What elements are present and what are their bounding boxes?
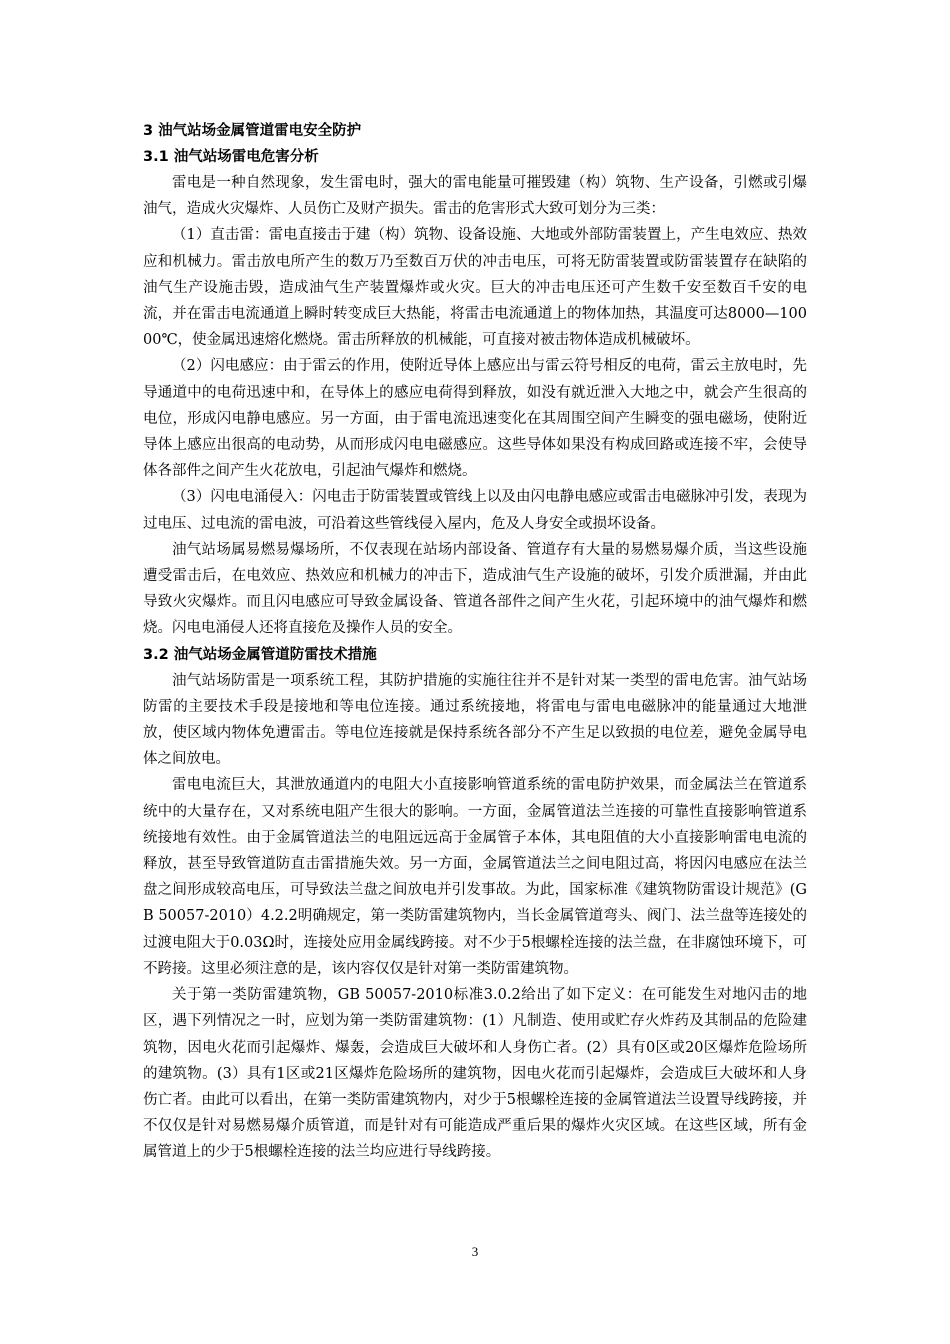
paragraph: 油气站场防雷是一项系统工程，其防护措施的实施往往并不是针对某一类型的雷电危害。油气站场防雷的主要技术手段是接地和等电位连接。通过系统接地，将雷电与雷电电磁脉冲的能量通过大地泄放，使区域内物体免遭雷击。等电位连接就是保持系统各部分不产生足以致损的电位差，避免金属导电体之间放电。 <box>143 672 807 768</box>
paragraph: 关于第一类防雷建筑物，GB 50057-2010标准3.0.2给出了如下定义：在可能发生对地闪击的地区，遇下列情况之一时，应划为第一类防雷建筑物：(1）凡制造、使用或贮存火炸药及其制品的危险建筑物，因电火花而引起爆炸、爆轰，会造成巨大破坏和人身伤亡者。(2）具有0区或20区爆炸危险场所的建筑物。(3）具有1区或21区爆炸危险场所的建筑物，因电火花而引起爆炸，会造成巨大破坏和人身伤亡者。由此可以看出，在第一类防雷建筑物内，对少于5根螺栓连接的金属管道法兰设置导线跨接，并不仅仅是针对易燃易爆介质管道，而是针对有可能造成严重后果的爆炸火灾区域。在这些区域，所有金属管道上的少于5根螺栓连接的法兰均应进行导线跨接。 <box>143 987 807 1161</box>
paragraph: 油气站场属易燃易爆场所，不仅表现在站场内部设备、管道存有大量的易燃易爆介质，当这些设施遭受雷击后，在电效应、热效应和机械力的冲击下，造成油气生产设施的破坏，引发介质泄漏，并由此导致火灾爆炸。而且闪电感应可导致金属设备、管道各部件之间产生火花，引起环境中的油气爆炸和燃烧。闪电电涌侵人还将直接危及操作人员的安全。 <box>143 541 807 637</box>
subsection-title-3-2: 3.2 油气站场金属管道防雷技术措施 <box>143 646 377 663</box>
paragraph: 雷电电流巨大，其泄放通道内的电阻大小直接影响管道系统的雷电防护效果，而金属法兰在管道系统中的大量存在，又对系统电阻产生很大的影响。一方面，金属管道法兰连接的可靠性直接影响管道系统接地有效性。由于金属管道法兰的电阻远远高于金属管子本体，其电阻值的大小直接影响雷电电流的释放，甚至导致管道防直击雷措施失效。另一方面，金属管道法兰之间电阻过高，将因闪电感应在法兰盘之间形成较高电压，可导致法兰盘之间放电并引发事故。为此，国家标准《建筑物防雷设计规范》(GB 50057-2010）4.2.2明确规定，第一类防雷建筑物内，当长金属管道弯头、阀门、法兰盘等连接处的过渡电阻大于0.03Ω时，连接处应用金属线跨接。对不少于5根螺栓连接的法兰盘，在非腐蚀环境下，可不跨接。这里必须注意的是，该内容仅仅是针对第一类防雷建筑物。 <box>143 777 807 977</box>
paragraph-lightning-induction: （2）闪电感应：由于雷云的作用，使附近导体上感应出与雷云符号相反的电荷，雷云主放电时，先导通道中的电荷迅速中和，在导体上的感应电荷得到释放，如没有就近泄入大地之中，就会产生很高的电位，形成闪电静电感应。另一方面，由于雷电流迅速变化在其周围空间产生瞬变的强电磁场，使附近导体上感应出很高的电动势，从而形成闪电电磁感应。这些导体如果没有构成回路或连接不牢，会使导体各部件之间产生火花放电，引起油气爆炸和燃烧。 <box>143 358 807 480</box>
section-title: 3 油气站场金属管道雷电安全防护 <box>143 123 362 139</box>
paragraph-direct-lightning: （1）直击雷：雷电直接击于建（构）筑物、设备设施、大地或外部防雷装置上，产生电效应、热效应和机械力。雷击放电所产生的数万乃至数百万伏的冲击电压，可将无防雷装置或防雷装置存在缺陷的油气生产设施击毁，造成油气生产装置爆炸或火灾。巨大的冲击电压还可产生数千安至数百千安的电流，并在雷击电流通道上瞬时转变成巨大热能，将雷击电流通道上的物体加热，其温度可达8000—10000℃，使金属迅速熔化燃烧。雷击所释放的机械能，可直接对被击物体造成机械破坏。 <box>143 227 807 349</box>
paragraph-lightning-surge: （3）闪电电涌侵入：闪电击于防雷装置或管线上以及由闪电静电感应或雷击电磁脉冲引发，表现为过电压、过电流的雷电波，可沿着这些管线侵入屋内，危及人身安全或损坏设备。 <box>143 489 807 532</box>
document-body <box>143 118 807 1166</box>
paragraph: 雷电是一种自然现象，发生雷电时，强大的雷电能量可摧毁建（构）筑物、生产设备，引燃或引爆油气，造成火灾爆炸、人员伤亡及财产损失。雷击的危害形式大致可划分为三类： <box>143 175 807 218</box>
page-number: 3 <box>471 1244 479 1259</box>
subsection-title-3-1: 3.1 油气站场雷电危害分析 <box>143 149 319 165</box>
